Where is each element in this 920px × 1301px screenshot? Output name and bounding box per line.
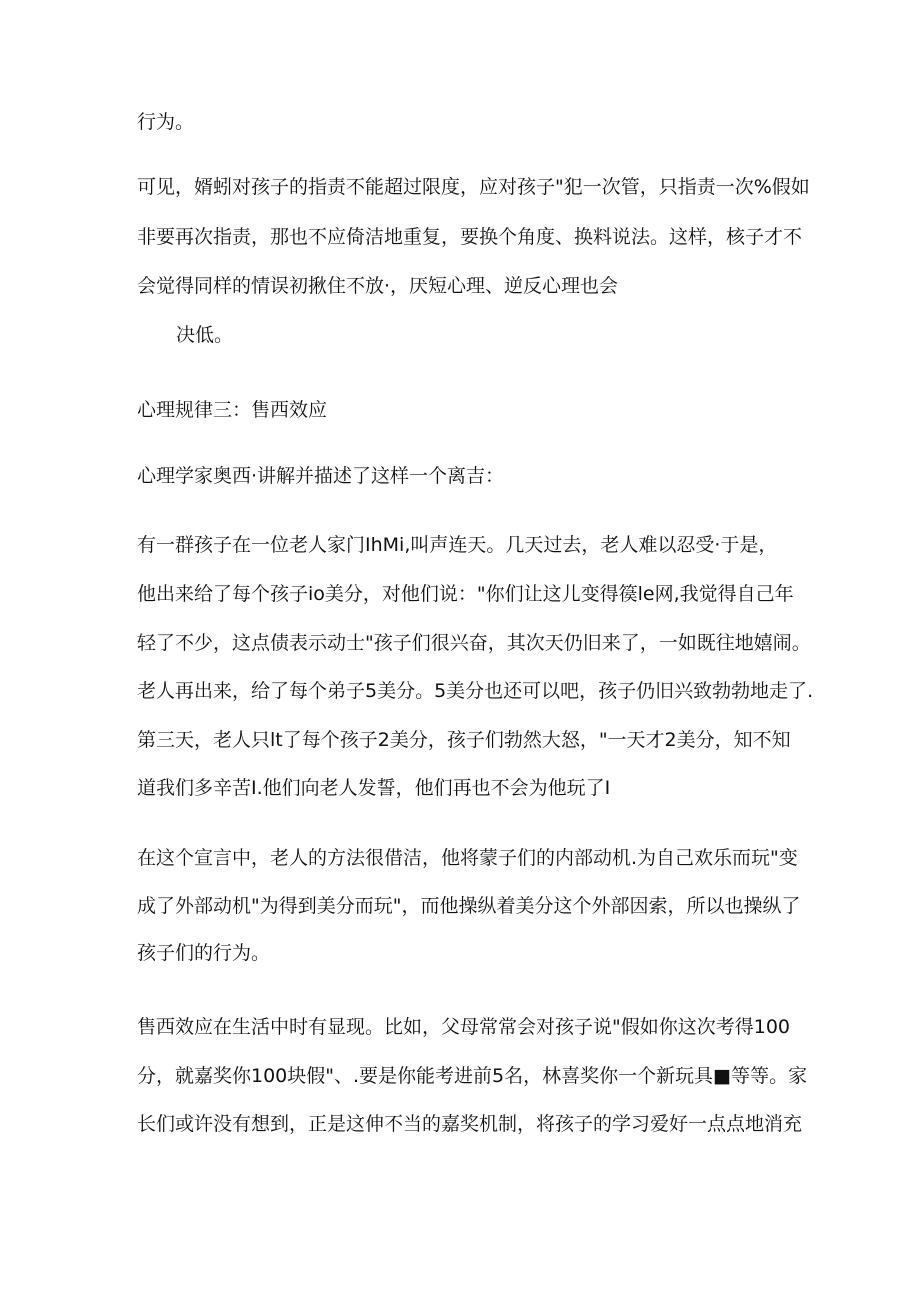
text-line: 第三天，老人只lt了每个孩子2美分，孩子们勃然大怒，"一天才2美分，知不知 [137, 729, 791, 751]
text-line: 孩子们的行为。 [137, 942, 271, 964]
text-line: 行为。 [137, 111, 195, 133]
text-line: 可见，婿蚓对孩子的指责不能超过限度，应对孩子"犯一次管，只指责一次%假如 [137, 176, 810, 198]
text-line: 他出来给了每个孩子io美分，对他们说："你们让这儿变得篌le网,我觉得自己年 [137, 583, 794, 605]
text-line: 心理学家奥西·讲解并描述了这样一个离吉： [137, 465, 505, 487]
text-line: 非要再次指责，那也不应倚洁地重复，要换个角度、换料说法。这样，核子才不 [137, 226, 803, 248]
text-line: 成了外部动机"为得到美分而玩"，而他操纵着美分这个外部因索，所以也操纵了 [137, 895, 801, 917]
text-line: 有一群孩子在一位老人家门IhMi,叫声连天。几天过去，老人难以忍受·于是， [137, 534, 778, 556]
text-line: 售西效应在生活中时有显现。比如，父母常常会对孩子说"假如你这次考得100 [137, 1016, 791, 1038]
text-line: 分，就嘉奖你100块假"、.要是你能考进前5名，林喜奖你一个新玩具■等等。家 [137, 1065, 808, 1087]
text-line: 道我们多辛苦I.他们向老人发誓，他们再也不会为他玩了I [137, 777, 611, 799]
text-line: 在这个宣言中，老人的方法很借洁，他将蒙子们的内部动机.为自己欢乐而玩"变 [137, 847, 798, 869]
section-heading: 心理规律三：售西效应 [137, 399, 328, 421]
text-line: 长们或许没有想到，正是这伸不当的嘉奖机制，将孩子的学习爱好一点点地消充 [137, 1113, 803, 1135]
text-line: 会觉得同样的情误初揪住不放·，厌短心理、逆反心理也会 [137, 275, 619, 297]
text-line: 轻了不少，这点债表示动士"孩子们很兴奋，其次天仍旧来了，一如既往地嬉闹。 [137, 632, 811, 654]
text-line: 老人再出来，给了每个弟子5美分。5美分也还可以吧，孩子仍旧兴致勃勃地走了. [137, 680, 814, 702]
text-line: 决低。 [176, 324, 234, 346]
